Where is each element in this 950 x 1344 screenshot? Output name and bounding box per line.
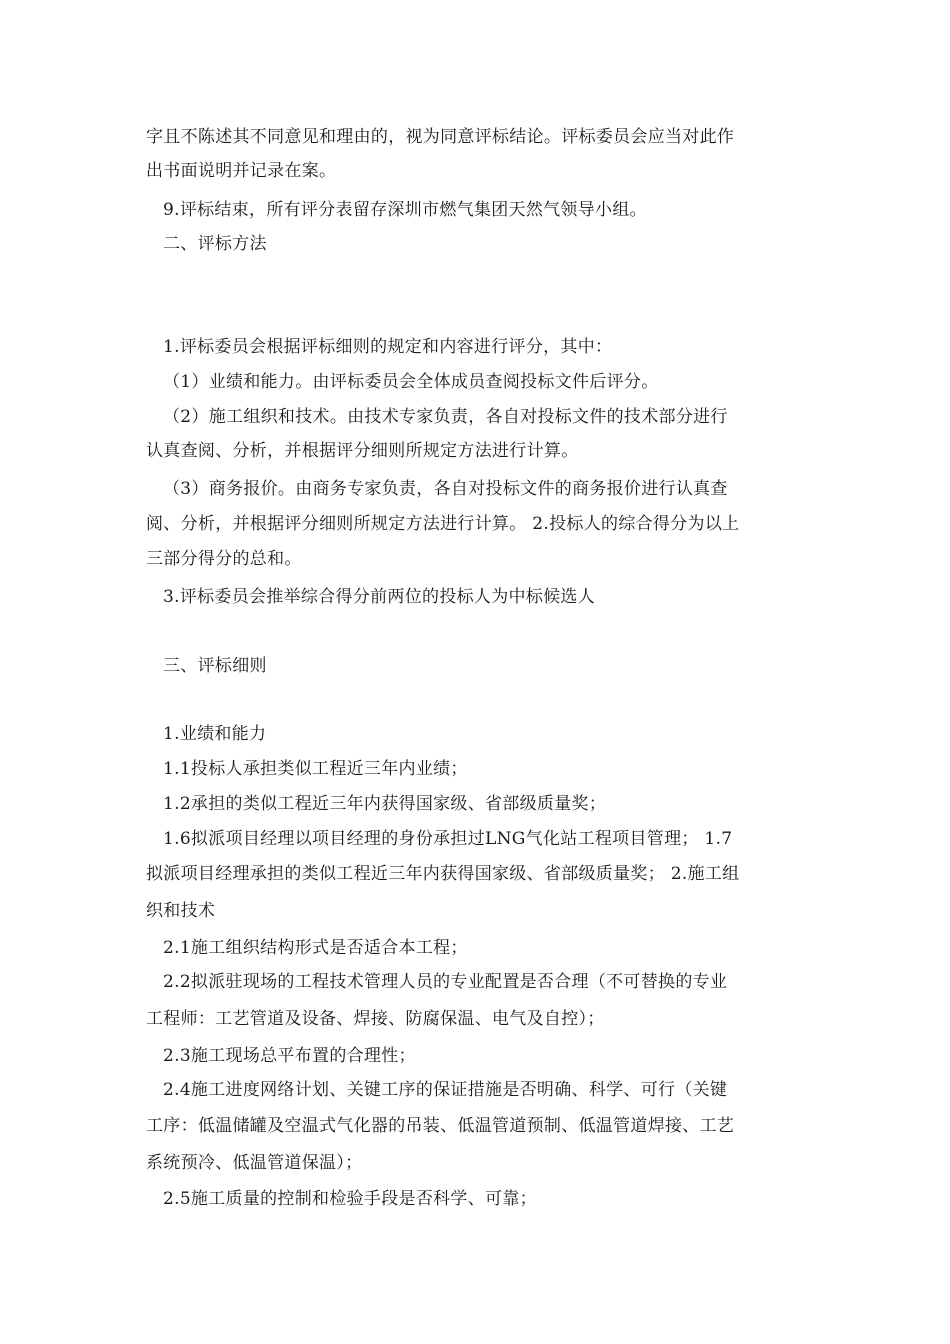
section-heading: 三、评标细则 (163, 656, 267, 676)
list-item: 2.1施工组织结构形式是否适合本工程； (163, 938, 468, 958)
paragraph-line: 工程师：工艺管道及设备、焊接、防腐保温、电气及自控）； (146, 1009, 605, 1029)
list-item: 1.1投标人承担类似工程近三年内业绩； (163, 759, 468, 779)
list-item: （1）业绩和能力。由评标委员会全体成员查阅投标文件后评分。 (163, 372, 659, 392)
list-item: 3.评标委员会推举综合得分前两位的投标人为中标候选人 (163, 587, 596, 607)
list-item: 1.评标委员会根据评标细则的规定和内容进行评分，其中： (163, 337, 613, 357)
list-item: 9.评标结束，所有评分表留存深圳市燃气集团天然气领导小组。 (163, 200, 647, 220)
paragraph-line: 三部分得分的总和。 (146, 549, 302, 569)
list-item: 1.6拟派项目经理以项目经理的身份承担过LNG气化站工程项目管理； 1.7 (163, 829, 733, 849)
paragraph-line: 系统预冷、低温管道保温）； (146, 1153, 363, 1173)
paragraph-line: 阅、分析，并根据评分细则所规定方法进行计算。 2.投标人的综合得分为以上 (146, 514, 740, 534)
list-item: 1.2承担的类似工程近三年内获得国家级、省部级质量奖； (163, 794, 607, 814)
paragraph-line: 拟派项目经理承担的类似工程近三年内获得国家级、省部级质量奖； 2.施工组 (146, 864, 740, 884)
paragraph-line: 工序：低温储罐及空温式气化器的吊装、低温管道预制、低温管道焊接、工艺 (146, 1116, 735, 1136)
paragraph-line: 认真查阅、分析，并根据评分细则所规定方法进行计算。 (146, 441, 579, 461)
list-item: 2.4施工进度网络计划、关键工序的保证措施是否明确、科学、可行（关键 (163, 1080, 728, 1100)
list-item: 1.业绩和能力 (163, 724, 267, 744)
list-item: 2.2拟派驻现场的工程技术管理人员的专业配置是否合理（不可替换的专业 (163, 972, 728, 992)
list-item: 2.3施工现场总平布置的合理性； (163, 1046, 416, 1066)
paragraph-line: 织和技术 (146, 901, 216, 921)
paragraph-line: 出书面说明并记录在案。 (146, 161, 337, 181)
list-item: （2）施工组织和技术。由技术专家负责，各自对投标文件的技术部分进行 (163, 407, 728, 427)
paragraph-line: 字且不陈述其不同意见和理由的，视为同意评标结论。评标委员会应当对此作 (146, 127, 735, 147)
list-item: 2.5施工质量的控制和检验手段是否科学、可靠； (163, 1189, 537, 1209)
list-item: （3）商务报价。由商务专家负责，各自对投标文件的商务报价进行认真查 (163, 479, 728, 499)
section-heading: 二、评标方法 (163, 234, 267, 254)
